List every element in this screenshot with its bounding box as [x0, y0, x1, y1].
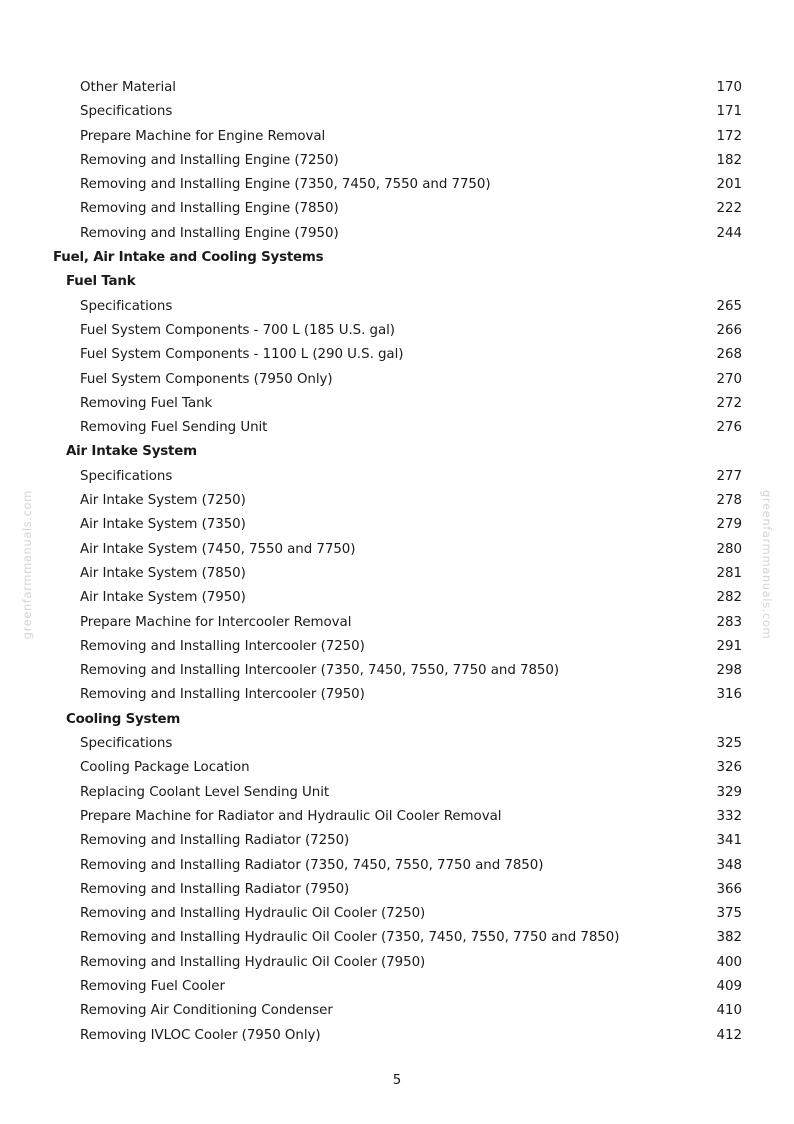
- toc-entry-page-number: 410: [716, 1003, 742, 1019]
- toc-entry-title: Air Intake System: [66, 444, 197, 460]
- toc-entry-title: Removing and Installing Engine (7850): [80, 201, 339, 217]
- toc-entry-title: Removing and Installing Hydraulic Oil Cooler (7250): [80, 906, 426, 922]
- toc-entry[interactable]: [0, 878, 794, 902]
- toc-entry[interactable]: [0, 343, 794, 367]
- toc-entry[interactable]: [0, 732, 794, 756]
- toc-entry-page-number: 277: [716, 468, 742, 484]
- toc-entry-page-number: 281: [716, 565, 742, 581]
- toc-section-heading: [0, 246, 794, 270]
- toc-entry[interactable]: [0, 659, 794, 683]
- toc-entry[interactable]: [0, 829, 794, 853]
- toc-entry[interactable]: [0, 781, 794, 805]
- toc-entry[interactable]: [0, 125, 794, 149]
- toc-entry[interactable]: [0, 489, 794, 513]
- toc-entry-page-number: 283: [716, 614, 742, 630]
- toc-entry-title: Specifications: [80, 736, 173, 752]
- toc-entry-title: Specifications: [80, 104, 173, 120]
- toc-entry-page-number: 316: [716, 687, 742, 703]
- toc-entry-title: Air Intake System (7350): [80, 517, 246, 533]
- toc-entry-page-number: 268: [716, 347, 742, 363]
- toc-entry-page-number: 172: [716, 128, 742, 144]
- toc-entry-title: Removing and Installing Intercooler (7250): [80, 638, 365, 654]
- toc-entry-title: Fuel System Components (7950 Only): [80, 371, 333, 387]
- toc-entry[interactable]: [0, 319, 794, 343]
- toc-entry[interactable]: [0, 805, 794, 829]
- toc-entry-title: Other Material: [80, 80, 176, 95]
- toc-entry-page-number: 291: [716, 638, 742, 654]
- toc-entry-title: Air Intake System (7250): [80, 493, 246, 509]
- toc-entry-page-number: 329: [716, 784, 742, 800]
- toc-entry-page-number: 182: [716, 152, 742, 168]
- toc-entry-page-number: 272: [716, 395, 742, 411]
- toc-entry-title: Removing Fuel Sending Unit: [80, 420, 268, 436]
- toc-entry-title: Removing and Installing Engine (7250): [80, 152, 339, 168]
- toc-subsection-heading: [0, 270, 794, 294]
- toc-entry[interactable]: [0, 951, 794, 975]
- toc-entry-page-number: 412: [716, 1027, 742, 1043]
- toc-entry-page-number: 266: [716, 322, 742, 338]
- toc-entry[interactable]: [0, 392, 794, 416]
- toc-entry-page-number: 409: [716, 978, 742, 994]
- toc-entry-page-number: 171: [716, 104, 742, 120]
- toc-entry-title: Removing and Installing Radiator (7950): [80, 881, 350, 897]
- toc-entry-title: Removing and Installing Intercooler (7350, 7450, 7550, 7750 and 7850): [80, 663, 560, 679]
- toc-entry-title: Removing Fuel Tank: [80, 395, 213, 411]
- toc-entry[interactable]: [0, 465, 794, 489]
- toc-entry-page-number: 278: [716, 493, 742, 509]
- toc-entry-title: Cooling System: [66, 711, 181, 727]
- toc-entry[interactable]: [0, 999, 794, 1023]
- toc-entry-title: Fuel Tank: [66, 274, 136, 290]
- toc-entry-title: Fuel, Air Intake and Cooling Systems: [53, 250, 324, 266]
- toc-entry[interactable]: [0, 611, 794, 635]
- toc-entry-page-number: 276: [716, 420, 742, 436]
- toc-entry[interactable]: [0, 513, 794, 537]
- toc-entry-page-number: 170: [716, 80, 742, 95]
- toc-entry-title: Air Intake System (7450, 7550 and 7750): [80, 541, 356, 557]
- toc-entry-title: Prepare Machine for Intercooler Removal: [80, 614, 352, 630]
- toc-entry-page-number: 382: [716, 930, 742, 946]
- toc-entry[interactable]: [0, 635, 794, 659]
- toc-entry[interactable]: [0, 926, 794, 950]
- toc-entry-page-number: 244: [716, 225, 742, 241]
- toc-entry-page-number: 280: [716, 541, 742, 557]
- toc-entry-page-number: 270: [716, 371, 742, 387]
- watermark-right: greenfarmmanuals.com: [760, 490, 774, 640]
- toc-entry-title: Removing and Installing Radiator (7250): [80, 833, 350, 849]
- toc-entry[interactable]: [0, 538, 794, 562]
- toc-entry-page-number: 400: [716, 954, 742, 970]
- toc-entry-page-number: 279: [716, 517, 742, 533]
- toc-entry[interactable]: [0, 76, 794, 100]
- toc-entry-title: Specifications: [80, 298, 173, 314]
- table-of-contents: [0, 76, 794, 1048]
- toc-entry[interactable]: [0, 854, 794, 878]
- toc-entry[interactable]: [0, 902, 794, 926]
- toc-entry[interactable]: [0, 222, 794, 246]
- toc-entry-title: Specifications: [80, 468, 173, 484]
- toc-entry-title: Fuel System Components - 700 L (185 U.S. gal): [80, 322, 395, 338]
- page-number: 5: [392, 1073, 402, 1088]
- toc-entry-title: Removing Fuel Cooler: [80, 978, 225, 994]
- toc-subsection-heading: [0, 440, 794, 464]
- toc-entry[interactable]: [0, 368, 794, 392]
- toc-entry-title: Removing and Installing Hydraulic Oil Cooler (7350, 7450, 7550, 7750 and 7850): [80, 930, 620, 946]
- toc-entry[interactable]: [0, 586, 794, 610]
- toc-entry-page-number: 326: [716, 760, 742, 776]
- toc-entry-title: Fuel System Components - 1100 L (290 U.S. gal): [80, 347, 404, 363]
- toc-entry-title: Cooling Package Location: [80, 760, 250, 776]
- toc-entry-page-number: 282: [716, 590, 742, 606]
- toc-entry-title: Removing and Installing Intercooler (7950): [80, 687, 365, 703]
- toc-entry-page-number: 325: [716, 736, 742, 752]
- toc-entry-title: Removing and Installing Engine (7350, 7450, 7550 and 7750): [80, 177, 491, 193]
- toc-subsection-heading: [0, 708, 794, 732]
- toc-entry-title: Air Intake System (7850): [80, 565, 246, 581]
- toc-entry-title: Prepare Machine for Engine Removal: [80, 128, 326, 144]
- toc-entry[interactable]: [0, 100, 794, 124]
- toc-entry-page-number: 222: [716, 201, 742, 217]
- toc-entry-page-number: 332: [716, 808, 742, 824]
- toc-entry[interactable]: [0, 416, 794, 440]
- toc-entry[interactable]: [0, 173, 794, 197]
- toc-entry-page-number: 348: [716, 857, 742, 873]
- toc-entry[interactable]: [0, 295, 794, 319]
- toc-entry[interactable]: [0, 1024, 794, 1048]
- watermark-left: greenfarmmanuals.com: [20, 490, 34, 640]
- toc-entry-title: Replacing Coolant Level Sending Unit: [80, 784, 330, 800]
- toc-entry[interactable]: [0, 149, 794, 173]
- toc-entry-page-number: 265: [716, 298, 742, 314]
- toc-entry-title: Removing IVLOC Cooler (7950 Only): [80, 1027, 321, 1043]
- toc-entry[interactable]: [0, 562, 794, 586]
- toc-entry-title: Removing and Installing Hydraulic Oil Cooler (7950): [80, 954, 426, 970]
- toc-entry[interactable]: [0, 975, 794, 999]
- toc-entry-page-number: 375: [716, 906, 742, 922]
- toc-entry-page-number: 366: [716, 881, 742, 897]
- toc-entry-page-number: 341: [716, 833, 742, 849]
- toc-entry-title: Air Intake System (7950): [80, 590, 246, 606]
- toc-entry-title: Removing and Installing Radiator (7350, 7450, 7550, 7750 and 7850): [80, 857, 544, 873]
- toc-entry-title: Removing and Installing Engine (7950): [80, 225, 339, 241]
- toc-entry[interactable]: [0, 197, 794, 221]
- toc-entry[interactable]: [0, 683, 794, 707]
- toc-entry-title: Prepare Machine for Radiator and Hydraulic Oil Cooler Removal: [80, 808, 502, 824]
- toc-entry-title: Removing Air Conditioning Condenser: [80, 1003, 333, 1019]
- toc-entry[interactable]: [0, 756, 794, 780]
- toc-entry-page-number: 201: [716, 177, 742, 193]
- toc-entry-page-number: 298: [716, 663, 742, 679]
